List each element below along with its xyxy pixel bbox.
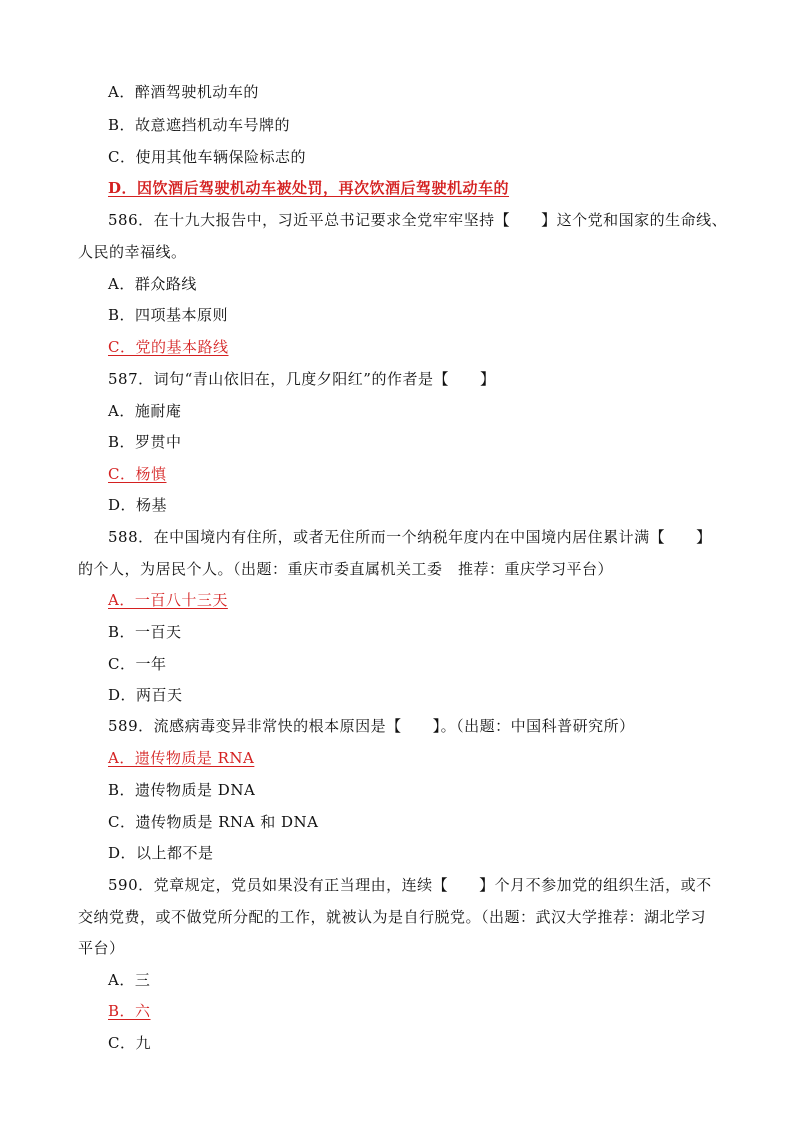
option-c-line: C．使用其他车辆保险标志的 xyxy=(108,148,306,166)
option-a-line: A．三 xyxy=(108,971,151,989)
option-d-line: D．杨基 xyxy=(108,496,168,514)
question-586: 586．在十九大报告中，习近平总书记要求全党牢牢坚持【 】这个党和国家的生命线、 xyxy=(108,211,728,229)
question-589: 589．流感病毒变异非常快的根本原因是【 】。（出题：中国科普研究所） xyxy=(108,717,635,735)
option-a-line: A．醉酒驾驶机动车的 xyxy=(108,83,259,101)
option-b-line: B．四项基本原则 xyxy=(108,306,229,324)
option-d-line: D．两百天 xyxy=(108,686,183,704)
question-588-continuation: 的个人，为居民个人。（出题：重庆市委直属机关工委 推荐：重庆学习平台） xyxy=(78,560,614,578)
correct-answer-line: C．党的基本路线 xyxy=(108,338,229,356)
correct-answer-line: D．因饮酒后驾驶机动车被处罚，再次饮酒后驾驶机动车的 xyxy=(108,179,510,197)
question-590-continuation: 交纳党费，或不做党所分配的工作，就被认为是自行脱党。（出题：武汉大学推荐：湖北学习 xyxy=(78,908,707,926)
option-b-line: B．罗贯中 xyxy=(108,433,182,451)
option-b-line: B．遗传物质是 DNA xyxy=(108,781,256,799)
option-b-line: B．故意遮挡机动车号牌的 xyxy=(108,116,291,134)
question-588: 588．在中国境内有住所，或者无住所而一个纳税年度内在中国境内居住累计满【 】 xyxy=(108,528,712,546)
question-587: 587．词句“青山依旧在，几度夕阳红”的作者是【 】 xyxy=(108,370,496,388)
option-b-line: B．一百天 xyxy=(108,623,182,641)
option-c-line: C．九 xyxy=(108,1034,151,1052)
question-590-continuation: 平台） xyxy=(78,939,125,957)
option-a-line: A．群众路线 xyxy=(108,275,197,293)
option-d-line: D．以上都不是 xyxy=(108,844,214,862)
option-a-line: A．施耐庵 xyxy=(108,402,182,420)
correct-answer-line: B．六 xyxy=(108,1002,151,1020)
question-586-continuation: 人民的幸福线。 xyxy=(78,243,187,261)
question-590: 590．党章规定，党员如果没有正当理由，连续【 】个月不参加党的组织生活，或不 xyxy=(108,876,712,894)
correct-answer-line: A．遗传物质是 RNA xyxy=(108,749,255,767)
correct-answer-line: A．一百八十三天 xyxy=(108,591,228,609)
option-c-line: C．遗传物质是 RNA 和 DNA xyxy=(108,813,319,831)
option-c-line: C．一年 xyxy=(108,655,167,673)
correct-answer-line: C．杨慎 xyxy=(108,465,167,483)
